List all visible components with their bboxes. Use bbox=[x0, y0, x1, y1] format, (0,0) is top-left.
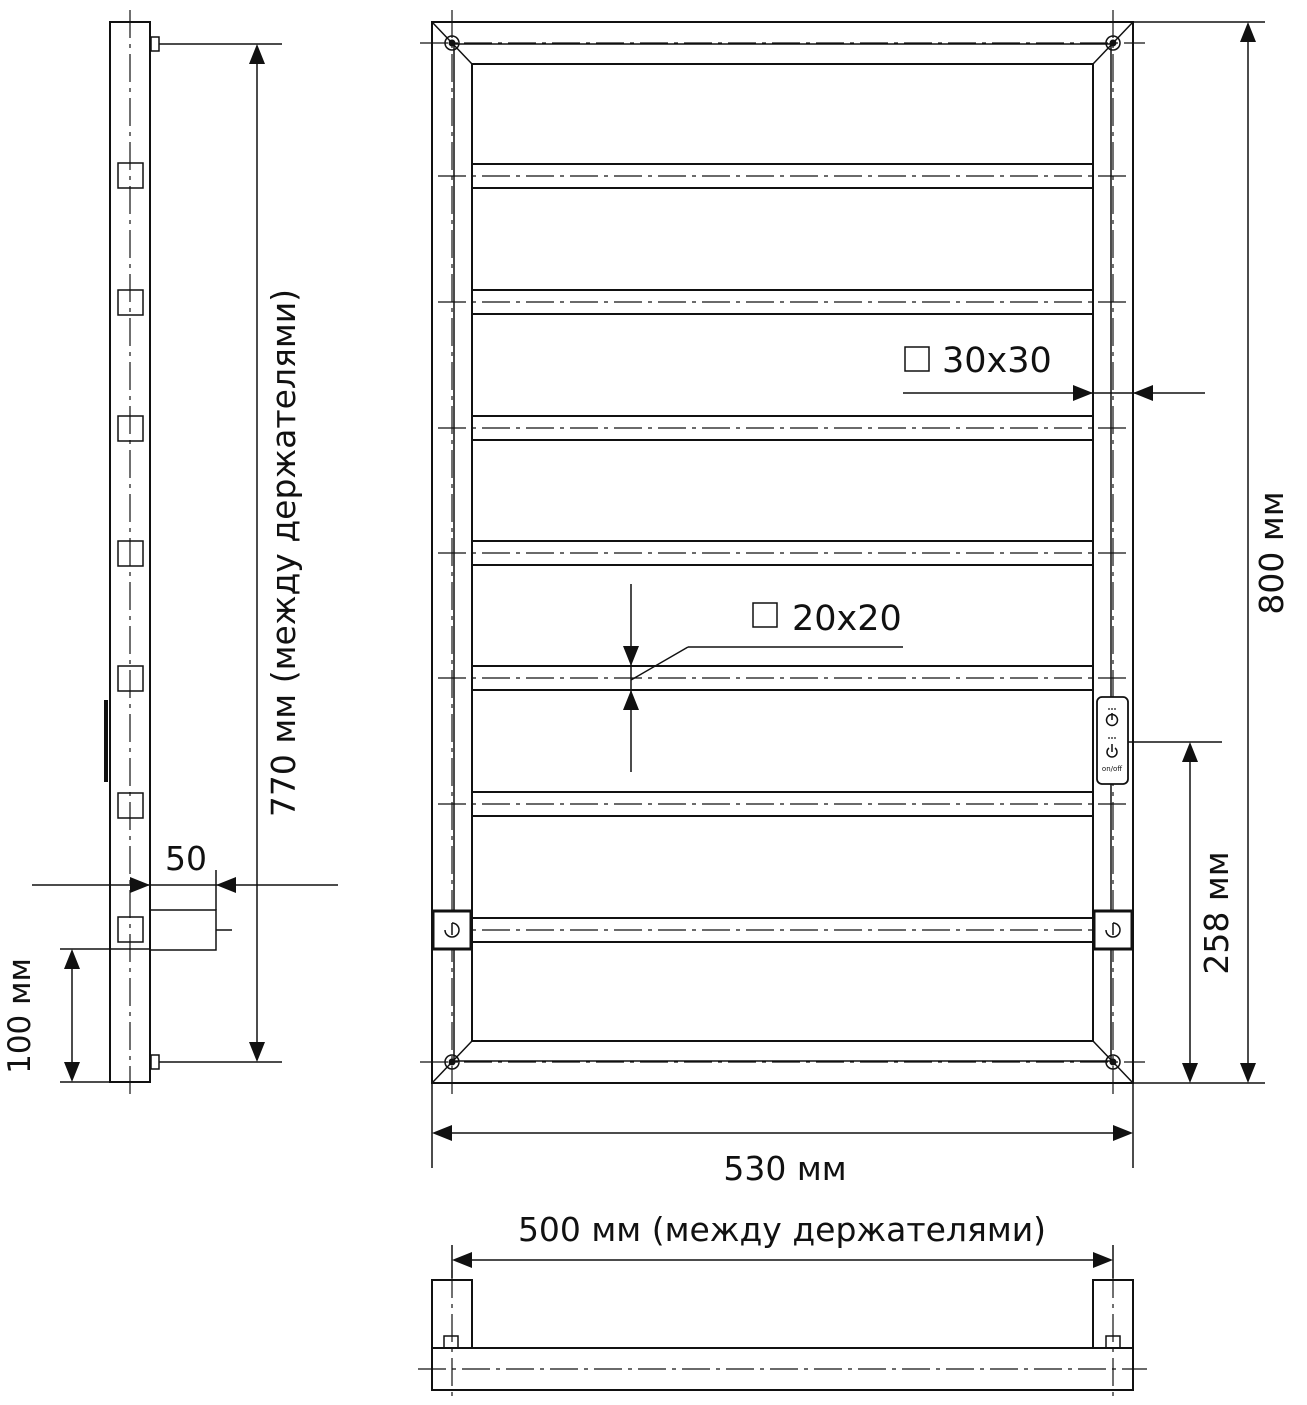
arrow-head bbox=[216, 877, 236, 893]
dim-width-between-holders: 500 мм (между держателями) bbox=[517, 1210, 1047, 1249]
side-view bbox=[2, 10, 338, 1098]
arrow-head bbox=[1113, 1125, 1133, 1141]
side-top-holder bbox=[151, 37, 159, 51]
arrow-head bbox=[249, 1042, 265, 1062]
arrow-head bbox=[249, 44, 265, 64]
rung bbox=[438, 416, 1127, 440]
control-panel bbox=[1097, 697, 1128, 784]
arrow-head bbox=[64, 949, 80, 969]
front-view bbox=[420, 10, 1291, 1188]
dim-control-height: 258 мм bbox=[1197, 851, 1236, 975]
wall-bracket-left bbox=[433, 911, 471, 949]
dim-frame-profile: 30x30 bbox=[942, 341, 1052, 381]
dim-height-between-holders: 770 мм (между держателями) bbox=[264, 288, 303, 818]
arrow-head bbox=[1133, 385, 1153, 401]
rung bbox=[438, 290, 1127, 314]
switch-label: on/off bbox=[1101, 765, 1123, 773]
rung bbox=[438, 918, 1127, 942]
arrow-head bbox=[1093, 1252, 1113, 1268]
dim-wall-offset: 50 bbox=[165, 839, 207, 878]
rung bbox=[438, 666, 1127, 690]
top-view bbox=[418, 1210, 1147, 1396]
rung bbox=[438, 541, 1127, 565]
wall-bracket-right bbox=[1094, 911, 1132, 949]
dim-rung-profile: 20x20 bbox=[792, 599, 902, 639]
rung bbox=[438, 164, 1127, 188]
arrow-head bbox=[1182, 1063, 1198, 1083]
arrow-head bbox=[1182, 742, 1198, 762]
arrow-head bbox=[1240, 1063, 1256, 1083]
side-bottom-holder bbox=[151, 1055, 159, 1069]
dim-total-height: 800 мм bbox=[1252, 491, 1291, 615]
arrow-head bbox=[64, 1062, 80, 1082]
rung bbox=[438, 792, 1127, 816]
dim-bottom-offset: 100 мм bbox=[2, 958, 38, 1074]
dim-total-width: 530 мм bbox=[723, 1149, 847, 1188]
arrow-head bbox=[1240, 22, 1256, 42]
side-wall-bracket bbox=[150, 910, 216, 950]
arrow-head bbox=[452, 1252, 472, 1268]
arrow-head bbox=[432, 1125, 452, 1141]
